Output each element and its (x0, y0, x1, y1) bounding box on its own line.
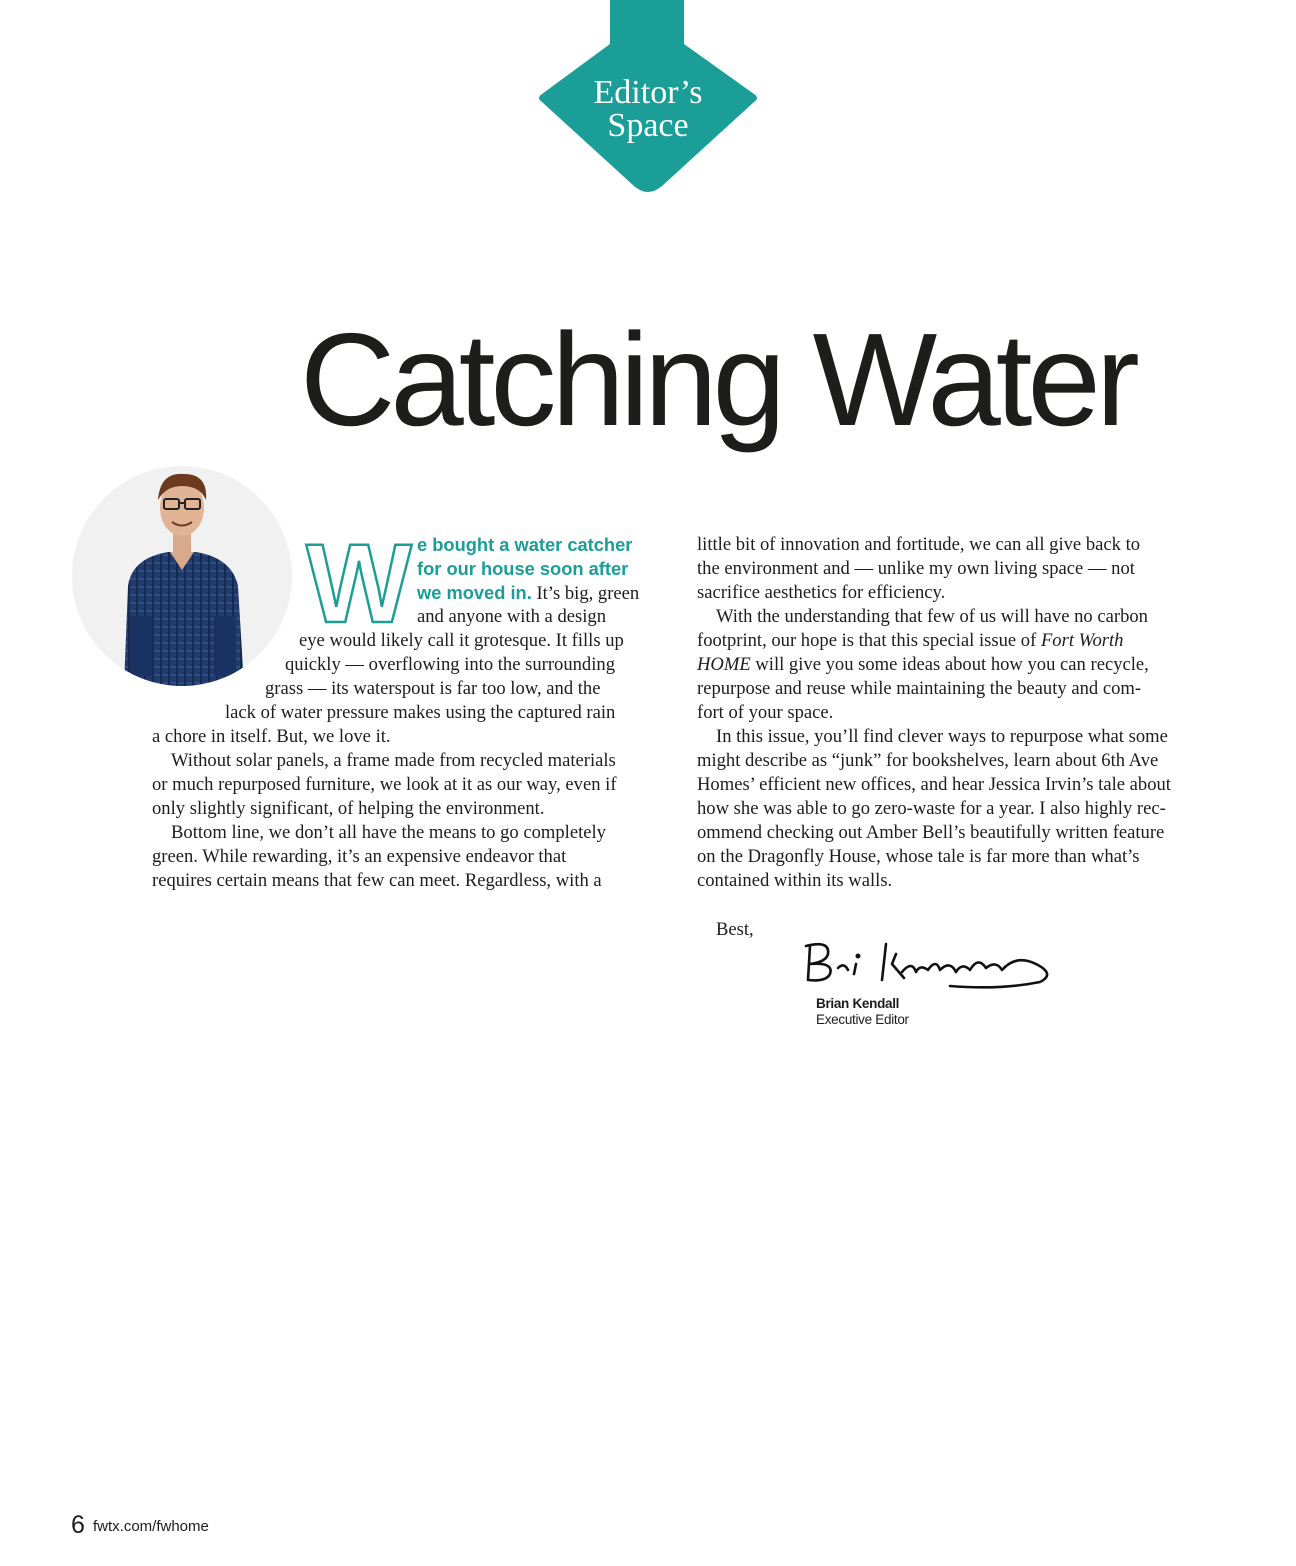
lead-line-2: for our house soon after (417, 558, 629, 579)
signer-title: Executive Editor (816, 1012, 909, 1027)
page-number: 6 (71, 1511, 85, 1539)
article-line: Homes’ efficient new offices, and hear Jessica Irvin’s tale about (697, 774, 1171, 795)
headline: Catching Water (300, 306, 1135, 453)
article-line: might describe as “junk” for bookshelves, learn about 6th Ave (697, 750, 1159, 771)
article-line (697, 629, 1123, 653)
drop-cap-letter: W (306, 530, 412, 630)
article-line: on the Dragonfly House, whose tale is far more than what’s (697, 846, 1140, 867)
article-line: Bottom line, we don’t all have the means to go completely (171, 822, 606, 843)
section-badge-line1: Editor’s (593, 74, 703, 111)
article-line: quickly — overflowing into the surrounding (285, 654, 615, 675)
article-line: and anyone with a design (417, 606, 606, 627)
closing-salutation: Best, (716, 919, 754, 940)
editor-portrait-photo (72, 466, 292, 686)
article-line: lack of water pressure makes using the captured rain (225, 702, 616, 723)
article-line: repurpose and reuse while maintaining the beauty and com- (697, 678, 1142, 699)
article-line: or much repurposed furniture, we look at it as our way, even if (152, 774, 617, 795)
article-line: fort of your space. (697, 702, 834, 723)
handwritten-signature (800, 934, 1062, 994)
article-line: contained within its walls. (697, 870, 893, 891)
article-line: little bit of innovation and fortitude, we can all give back to (697, 534, 1141, 555)
article-line: eye would likely call it grotesque. It fills up (299, 630, 624, 651)
article-line: In this issue, you’ll find clever ways to repurpose what some (716, 726, 1168, 747)
article-line-text: footprint, our hope is that this special issue of (697, 630, 1037, 651)
article-line (417, 581, 639, 606)
section-badge-line2: Space (607, 107, 689, 144)
article-line: With the understanding that few of us will have no carbon (716, 606, 1148, 627)
signer-name: Brian Kendall (816, 996, 900, 1011)
publication-name-part1: Fort Worth (1040, 630, 1124, 651)
drop-cap (300, 530, 418, 630)
article-line: requires certain means that few can meet. Regardless, with a (152, 870, 602, 891)
lead-line-1: e bought a water catcher (417, 534, 633, 555)
article-line: the environment and — unlike my own living space — not (697, 558, 1135, 579)
article-line (697, 653, 1149, 677)
article-line-text: It’s big, green (536, 583, 640, 604)
article-line: how she was able to go zero-waste for a year. I also highly rec- (697, 798, 1166, 819)
site-url: fwtx.com/fwhome (93, 1518, 209, 1535)
article-line: ommend checking out Amber Bell’s beautifully written feature (697, 822, 1165, 843)
article-line: a chore in itself. But, we love it. (152, 726, 391, 747)
article-line: sacrifice aesthetics for efficiency. (697, 582, 946, 603)
article-line: green. While rewarding, it’s an expensive endeavor that (152, 846, 567, 867)
article-line-text: will give you some ideas about how you can recycle, (755, 654, 1149, 675)
article-line: only slightly significant, of helping the environment. (152, 798, 545, 819)
publication-name-part2: HOME (697, 654, 751, 675)
lead-line-3: we moved in. (417, 582, 532, 603)
article-line: Without solar panels, a frame made from recycled materials (171, 750, 616, 771)
article-line: grass — its waterspout is far too low, and the (265, 678, 601, 699)
